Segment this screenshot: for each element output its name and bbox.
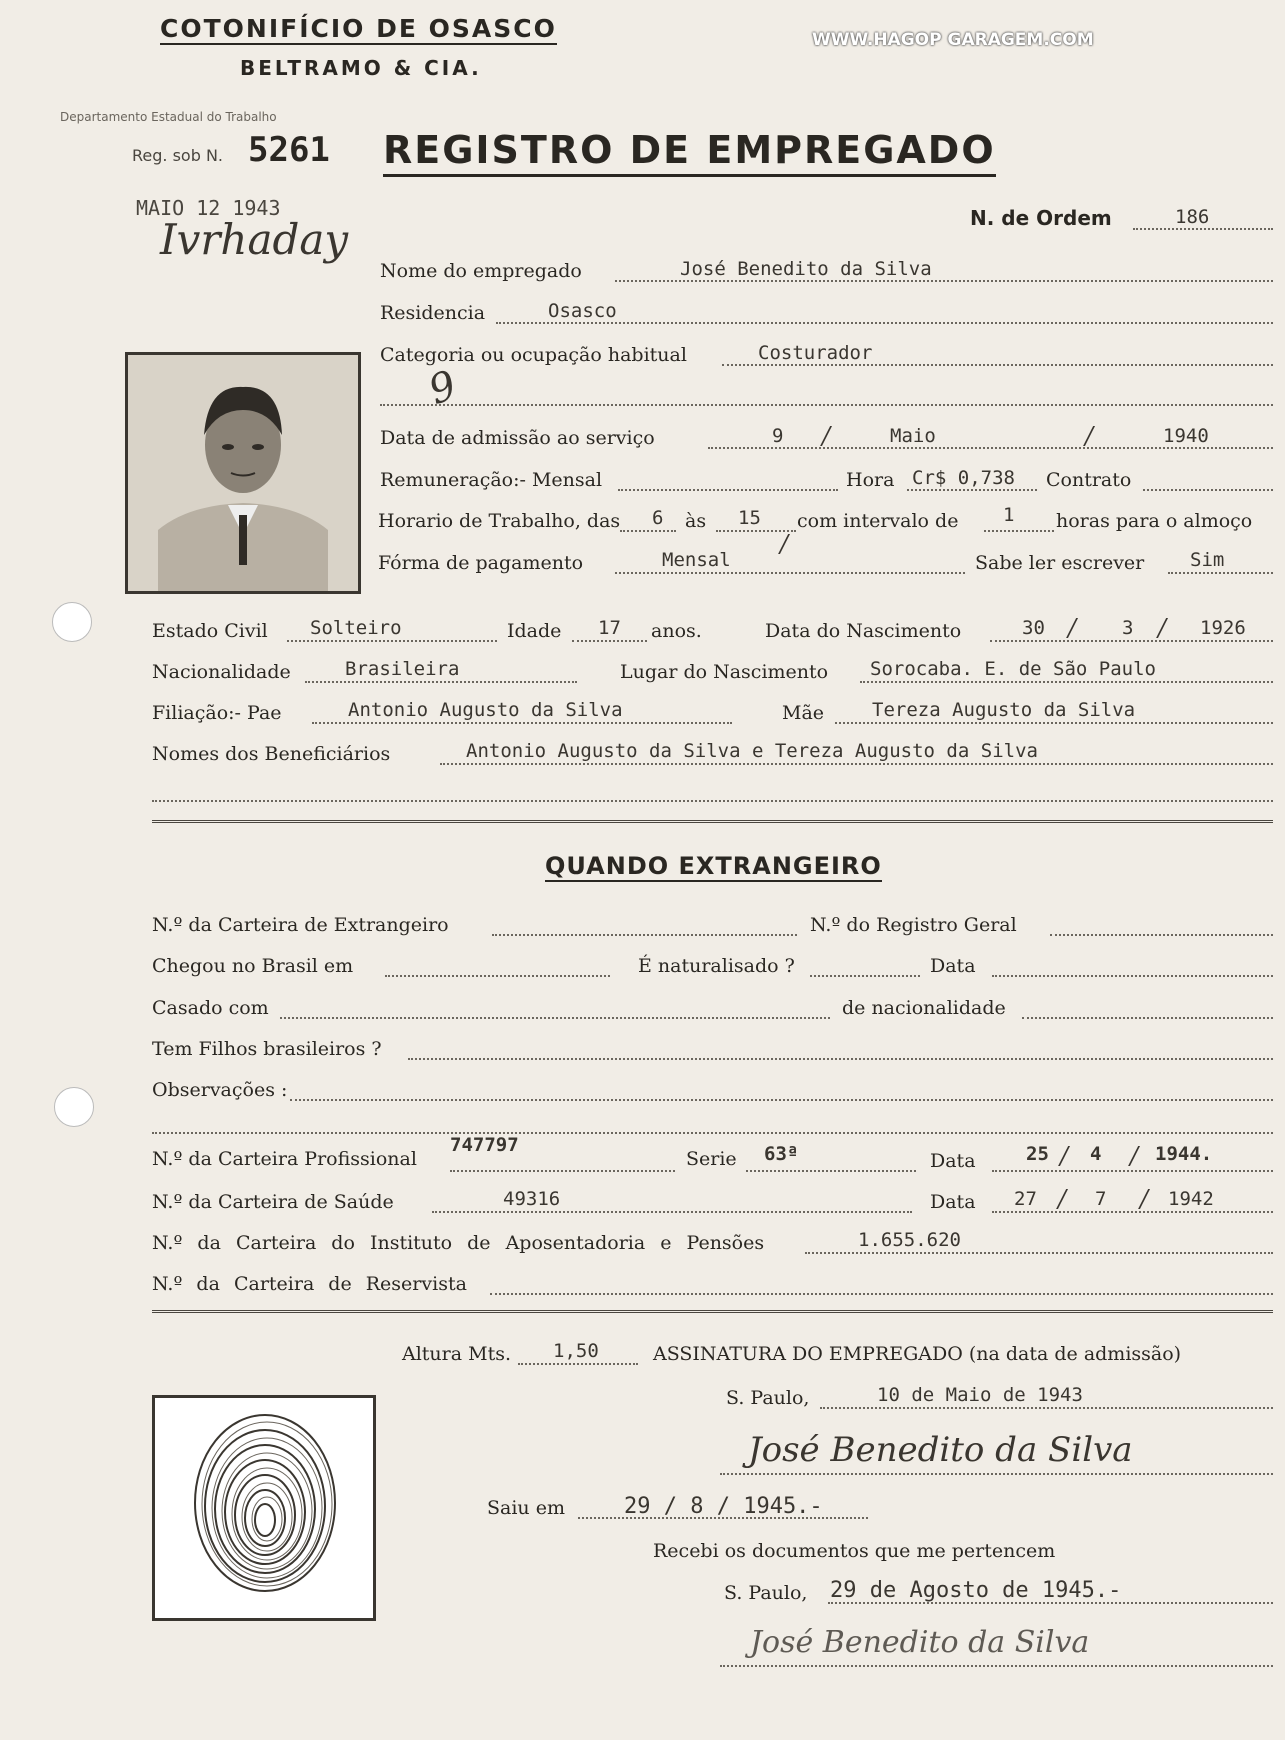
exit-signature: José Benedito da Silva	[750, 1625, 1090, 1660]
mae-label: Mãe	[782, 702, 825, 724]
lugar-label: Lugar do Nascimento	[620, 661, 829, 683]
handwritten-mark: 9	[422, 362, 463, 414]
website-watermark: WWW.HAGOP GARAGEM.COM	[812, 30, 1094, 50]
profissional-value: 747797	[450, 1134, 519, 1156]
employee-signature: José Benedito da Silva	[748, 1430, 1133, 1470]
casado-label: Casado com	[152, 997, 269, 1019]
pagamento-label: Fórma de pagamento	[378, 552, 584, 574]
document-page: COTONIFÍCIO DE OSASCO BELTRAMO & CIA. WWW.HAGOP GARAGEM.COM Departamento Estadual do Trabalho Reg. sob N. 5261 REGISTRO DE EMPREGADO MAIO 12 1943 Ivrhaday N. de Ordem 186 Nome do empregado José Benedito da Silva Residencia Osasco Categoria ou ocupação habitual Costurador 9 Data de admissão ao serviço 9 / Maio / 1940 Remuneração:- Mensal Hora Cr$ 0,738 Contrato Horario de Trabalho, das 6 às 15 com intervalo de 1 horas para o almoço Fórma de pagamento Mensal / Sabe ler escrever Sim Estado Civil Solteiro Idade 17 anos. Data do Nascimento 30 / 3 / 1926 Nacionalidade Brasileira Lugar do Nascimento Sorocaba. E. de São Paulo Filiação:- Pae Antonio Augusto da Silva Mãe Tereza Augusto da Silva Nomes dos Beneficiários Antonio Augusto da Silva e Tereza Augusto da Silva QUANDO EXTRANGEIRO N.º da Carteira de Extrangeiro N.º do Registro Geral Chegou no Brasil em É naturalisado ? Data Casado com de nacionalidade Tem Filhos brasileiros ? Observações : N.º da Carteira Profissional 747797 Serie 63ª Data 25 / 4 / 1944. N.º da Carteira de Saúde 49316 Data 27 / 7 / 1942 N.º da Carteira do Instituto de Aposentadoria e Pensões 1.655.620 N.º da Carteira de Reservista Altura Mts. 1,50 ASSINATURA DO EMPREGADO (na data de admissão) S. Paulo, 10 de Maio de 1943 José Benedito da Silva Saiu em 29 / 8 / 1945.- Recebi os documentos que me pertencem S. Paulo, 29 de Agosto de 1945.- José Benedito da Silva	[0, 0, 1285, 1740]
nome-label: Nome do empregado	[380, 260, 582, 282]
punch-hole	[52, 602, 92, 642]
anos-label: anos.	[651, 620, 702, 642]
residencia-value: Osasco	[548, 300, 617, 322]
civil-label: Estado Civil	[152, 620, 268, 642]
nasc-dia: 30	[1022, 617, 1045, 639]
intervalo-label: com intervalo de	[797, 510, 959, 532]
admissao-dia: 9	[772, 425, 784, 447]
nacionalidade-label: Nacionalidade	[152, 661, 291, 683]
company-subtitle: BELTRAMO & CIA.	[240, 56, 482, 80]
intervalo-value: 1	[1003, 504, 1015, 526]
nome-value: José Benedito da Silva	[680, 258, 932, 280]
stamp-date: MAIO 12 1943	[136, 196, 281, 220]
civil-value: Solteiro	[310, 617, 402, 639]
hora-label: Hora	[846, 469, 895, 491]
recebi-label: Recebi os documentos que me pertencem	[653, 1540, 1056, 1562]
horario-das: 6	[652, 507, 664, 529]
beneficiarios-value: Antonio Augusto da Silva e Tereza Augusto da Silva	[466, 740, 1038, 762]
spaulo-label: S. Paulo,	[726, 1387, 810, 1409]
foreign-data-label: Data	[930, 955, 976, 977]
lugar-value: Sorocaba. E. de São Paulo	[870, 658, 1156, 680]
punch-hole	[54, 1087, 94, 1127]
categoria-value: Costurador	[758, 342, 873, 364]
prof-data-label: Data	[930, 1150, 976, 1172]
nasc-mes: 3	[1122, 617, 1134, 639]
serie-value: 63ª	[764, 1143, 799, 1165]
nascimento-label: Data do Nascimento	[765, 620, 962, 642]
saude-ano: 1942	[1168, 1188, 1214, 1210]
horario-label: Horario de Trabalho, das	[378, 510, 621, 532]
filhos-label: Tem Filhos brasileiros ?	[152, 1038, 382, 1060]
altura-label: Altura Mts.	[402, 1343, 511, 1365]
saiu-label: Saiu em	[487, 1497, 565, 1519]
remuneracao-label: Remuneração:- Mensal	[380, 469, 603, 491]
profissional-label: N.º da Carteira Profissional	[152, 1148, 417, 1170]
hora-value: Cr$ 0,738	[912, 467, 1015, 489]
stamp-reg-label: Reg. sob N.	[132, 146, 223, 165]
carteira-ext-label: N.º da Carteira de Extrangeiro	[152, 914, 449, 936]
saiu-value: 29 / 8 / 1945.-	[624, 1494, 823, 1519]
horario-as: 15	[738, 507, 761, 529]
almoco-label: horas para o almoço	[1056, 510, 1253, 532]
pagamento-value: Mensal	[662, 549, 731, 571]
assinatura-label: ASSINATURA DO EMPREGADO (na data de admissão)	[653, 1343, 1182, 1365]
altura-value: 1,50	[553, 1340, 599, 1362]
mae-value: Tereza Augusto da Silva	[872, 699, 1136, 721]
spaulo-date: 10 de Maio de 1943	[877, 1384, 1083, 1406]
instituto-value: 1.655.620	[858, 1229, 961, 1251]
idade-value: 17	[598, 617, 621, 639]
nacionalidade-value: Brasileira	[345, 658, 460, 680]
registration-number: 5261	[248, 130, 330, 170]
prof-mes: 4	[1090, 1143, 1102, 1165]
foreign-nacionalidade-label: de nacionalidade	[842, 997, 1006, 1019]
serie-label: Serie	[686, 1148, 737, 1170]
observacoes-label: Observações :	[152, 1079, 288, 1101]
contrato-label: Contrato	[1046, 469, 1132, 491]
ordem-label: N. de Ordem	[970, 206, 1112, 230]
admissao-mes: Maio	[890, 425, 936, 447]
prof-ano: 1944.	[1155, 1143, 1213, 1165]
company-name: COTONIFÍCIO DE OSASCO	[160, 14, 557, 43]
stamp-line: Departamento Estadual do Trabalho	[60, 110, 277, 124]
admissao-label: Data de admissão ao serviço	[380, 427, 655, 449]
saude-data-label: Data	[930, 1191, 976, 1213]
foreign-heading: QUANDO EXTRANGEIRO	[545, 852, 882, 880]
registro-geral-label: N.º do Registro Geral	[810, 914, 1017, 936]
saude-mes: 7	[1095, 1188, 1107, 1210]
saude-value: 49316	[503, 1188, 561, 1210]
fingerprint	[152, 1395, 376, 1621]
prof-dia: 25	[1026, 1143, 1049, 1165]
chegou-label: Chegou no Brasil em	[152, 955, 354, 977]
horario-as-label: às	[685, 510, 707, 532]
page-title: REGISTRO DE EMPREGADO	[383, 128, 996, 177]
sabe-label: Sabe ler escrever	[975, 552, 1145, 574]
instituto-label: N.º da Carteira do Instituto de Aposentadoria e Pensões	[152, 1232, 765, 1254]
stamp-signature: Ivrhaday	[160, 215, 349, 264]
saude-label: N.º da Carteira de Saúde	[152, 1191, 394, 1213]
saude-dia: 27	[1014, 1188, 1037, 1210]
beneficiarios-label: Nomes dos Beneficiários	[152, 743, 391, 765]
employee-photo	[125, 352, 361, 594]
naturalisado-label: É naturalisado ?	[638, 955, 795, 977]
sabe-value: Sim	[1190, 549, 1225, 571]
residencia-label: Residencia	[380, 302, 486, 324]
filiacao-label: Filiação:- Pae	[152, 702, 282, 724]
spaulo2-label: S. Paulo,	[724, 1582, 808, 1604]
spaulo2-date: 29 de Agosto de 1945.-	[830, 1578, 1122, 1603]
nasc-ano: 1926	[1200, 617, 1246, 639]
reservista-label: N.º da Carteira de Reservista	[152, 1273, 467, 1295]
ordem-value: 186	[1175, 206, 1210, 228]
idade-label: Idade	[507, 620, 562, 642]
categoria-label: Categoria ou ocupação habitual	[380, 344, 687, 366]
pae-value: Antonio Augusto da Silva	[348, 699, 623, 721]
admissao-ano: 1940	[1163, 425, 1209, 447]
